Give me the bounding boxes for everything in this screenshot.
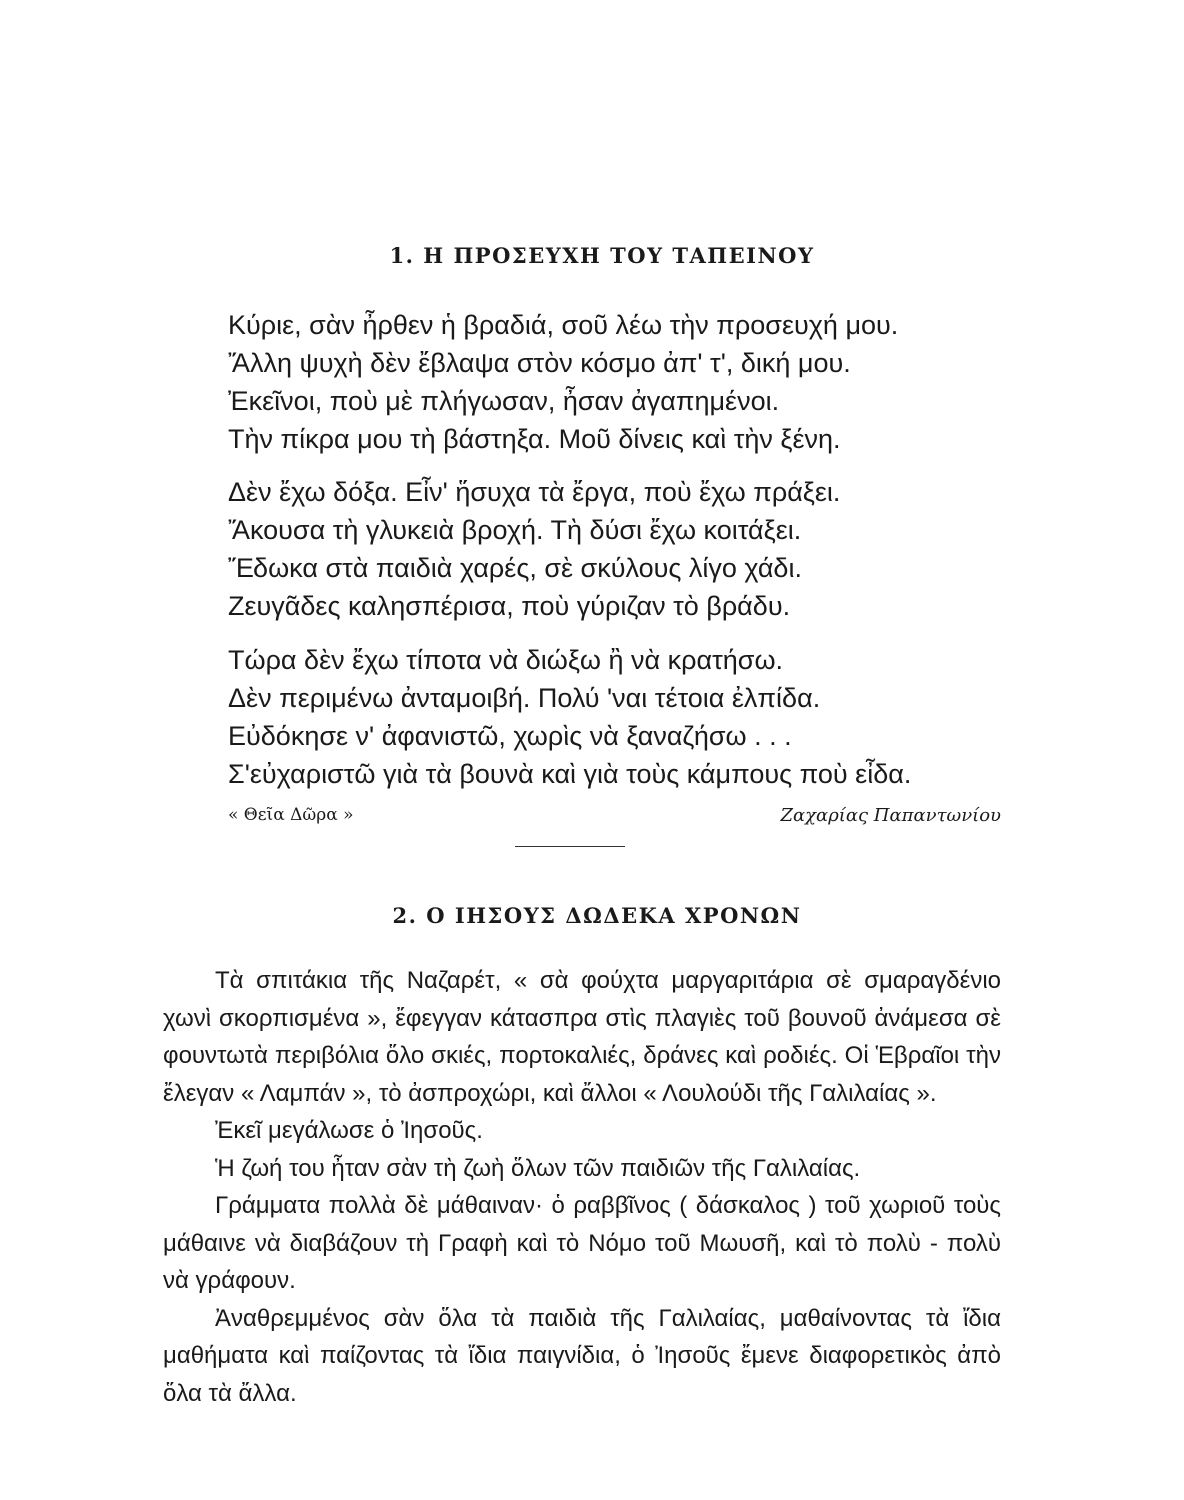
verse-line: Ἄκουσα τὴ γλυκειὰ βροχή. Τὴ δύσι ἔχω κοιτάξει.	[228, 515, 802, 545]
verse-line: Τώρα δὲν ἔχω τίποτα νὰ διώξω ἢ νὰ κρατήσω.	[228, 645, 784, 675]
story-paragraph: Τὰ σπιτάκια τῆς Ναζαρέτ, « σὰ φούχτα μαργαριτάρια σὲ σμαραγδένιο χωνὶ σκορπισμένα », ἔφεγγαν κάτασπρα στὶς πλαγιὲς τοῦ βουνοῦ ἀνάμεσα σὲ φουντωτὰ περιβόλια ὅλο σκιές, πορτοκαλιές, δράνες καὶ ροδιές. Οἱ Ἑβραῖοι τὴν ἔλεγαν « Λαμπάν », τὸ ἀσπροχώρι, καὶ ἄλλοι « Λουλούδι τῆς Γαλιλαίας ».	[163, 967, 1001, 1107]
story-paragraph: Γράμματα πολλὰ δὲ μάθαιναν· ὁ ραββῖνος ( δάσκαλος ) τοῦ χωριοῦ τοὺς μάθαινε νὰ διαβάζουν τὴ Γραφὴ καὶ τὸ Νόμο τοῦ Μωυσῆ, καὶ τὸ πολὺ - πολὺ νὰ γράφουν.	[163, 1192, 1001, 1294]
story-paragraph: Ἐκεῖ μεγάλωσε ὁ Ἰησοῦς.	[215, 1117, 483, 1144]
verse-line: Τὴν πίκρα μου τὴ βάστηξα. Μοῦ δίνεις καὶ τὴν ξένη.	[228, 424, 841, 454]
verse-line: Κύριε, σὰν ἦρθεν ἡ βραδιά, σοῦ λέω τὴν προσευχή μου.	[228, 310, 899, 340]
poem-title: 1. Η ΠΡΟΣΕΥΧΗ ΤΟΥ ΤΑΠΕΙΝΟΥ	[389, 243, 815, 268]
verse-line: Ζευγᾶδες καλησπέρισα, ποὺ γύριζαν τὸ βράδυ.	[228, 591, 791, 621]
verse-line: Ἔδωκα στὰ παιδιὰ χαρές, σὲ σκύλους λίγο χάδι.	[228, 553, 802, 583]
poem-stanza-3	[228, 641, 911, 793]
section-divider	[515, 846, 625, 847]
story-paragraph: Ἀναθρεμμένος σὰν ὅλα τὰ παιδιὰ τῆς Γαλιλαίας, μαθαίνοντας τὰ ἴδια μαθήματα καὶ παίζοντας τὰ ἴδια παιγνίδια, ὁ Ἰησοῦς ἔμενε διαφορετικὸς ἀπὸ ὅλα τὰ ἄλλα.	[163, 1304, 1001, 1407]
poem-stanza-1	[228, 306, 898, 458]
story-body	[163, 962, 1001, 1412]
poem-source: « Θεῖα Δῶρα »	[228, 805, 354, 825]
story-title: 2. Ο ΙΗΣΟΥΣ ΔΩΔΕΚΑ ΧΡΟΝΩΝ	[392, 903, 802, 928]
poem-stanza-2	[228, 473, 840, 625]
verse-line: Σ'εὐχαριστῶ γιὰ τὰ βουνὰ καὶ γιὰ τοὺς κάμπους ποὺ εἶδα.	[228, 759, 912, 789]
verse-line: Δὲν περιμένω ἀνταμοιβή. Πολύ 'ναι τέτοια ἐλπίδα.	[228, 683, 821, 713]
verse-line: Ἐκεῖνοι, ποὺ μὲ πλήγωσαν, ἦσαν ἀγαπημένοι.	[228, 386, 780, 416]
verse-line: Ἄλλη ψυχὴ δὲν ἔβλαψα στὸν κόσμο ἀπ' τ', δική μου.	[228, 348, 851, 378]
poem-author: Ζαχαρίας Παπαντωνίου	[780, 805, 1001, 826]
story-paragraph: Ἡ ζωή του ἦταν σὰν τὴ ζωὴ ὅλων τῶν παιδιῶν τῆς Γαλιλαίας.	[215, 1154, 861, 1182]
verse-line: Εὐδόκησε ν' ἀφανιστῶ, χωρὶς νὰ ξαναζήσω . . .	[228, 721, 792, 751]
verse-line: Δὲν ἔχω δόξα. Εἶν' ἥσυχα τὰ ἔργα, ποὺ ἔχω πράξει.	[228, 477, 841, 507]
